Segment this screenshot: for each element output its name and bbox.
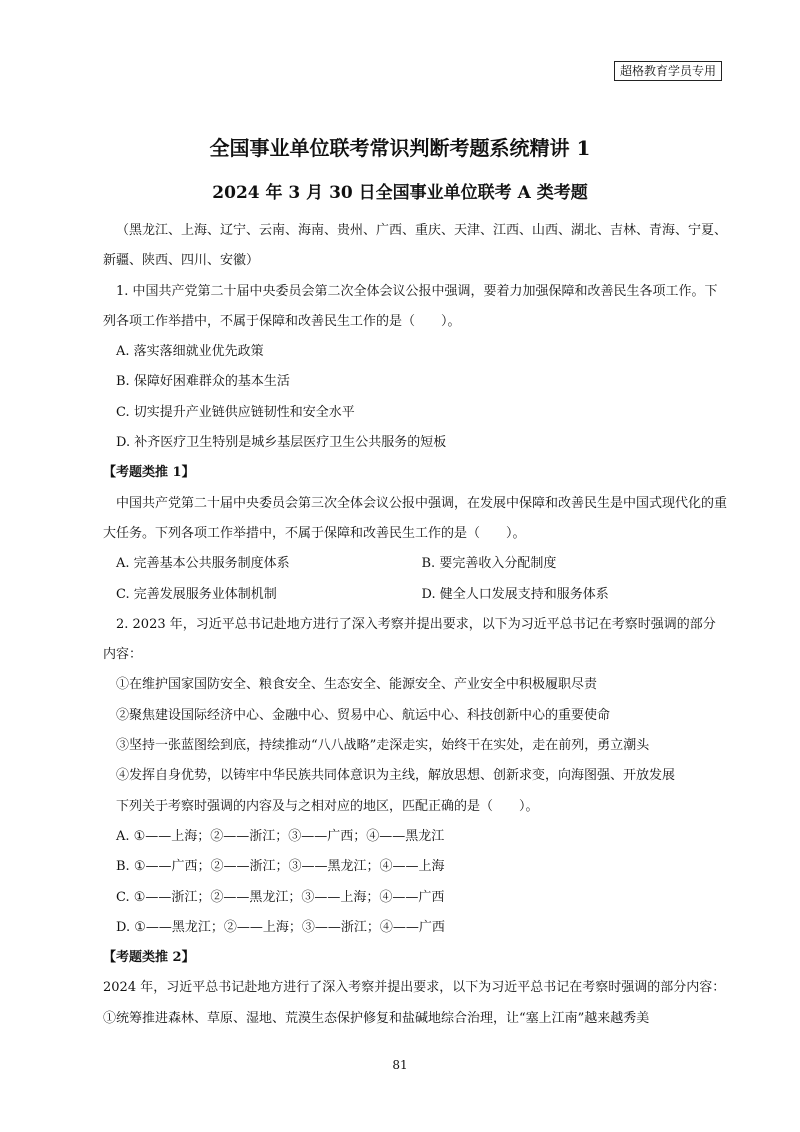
analog-1-tag: 【考题类推 1】 [103, 465, 195, 481]
document-body [103, 216, 727, 1034]
analog-1-options-row-2 [103, 580, 727, 610]
usage-stamp: 超格教育学员专用 [614, 61, 722, 81]
analog-1-option-d: D. 健全人口发展支持和服务体系 [421, 586, 609, 602]
question-2-option-b: B. ①——广西；②——浙江；③——黑龙江；④——上海 [116, 859, 445, 875]
analog-2-item-1: ①统筹推进森林、草原、湿地、荒漠生态保护修复和盐碱地综合治理，让“塞上江南”越来越秀美 [103, 1010, 650, 1026]
analog-1-option-c: C. 完善发展服务业体制机制 [116, 586, 277, 602]
question-2-item-2: ②聚焦建设国际经济中心、金融中心、贸易中心、航运中心、科技创新中心的重要使命 [116, 707, 611, 723]
regions-note: （黑龙江、上海、辽宁、云南、海南、贵州、广西、重庆、天津、江西、山西、湖北、吉林、青海、宁夏、新疆、陕西、四川、安徽） [103, 223, 728, 269]
question-2-stem: 2. 2023 年，习近平总书记赴地方进行了深入考察并提出要求，以下为习近平总书记在考察时强调的部分内容： [103, 616, 716, 663]
question-2-option-d: D. ①——黑龙江；②——上海；③——浙江；④——广西 [116, 919, 445, 935]
analog-1-option-b: B. 要完善收入分配制度 [421, 556, 557, 572]
question-1-option-d: D. 补齐医疗卫生特别是城乡基层医疗卫生公共服务的短板 [116, 435, 447, 451]
page-title: 全国事业单位联考常识判断考题系统精讲 1 [209, 136, 591, 160]
question-2-item-3: ③坚持一张蓝图绘到底，持续推动“八八战略”走深走实，始终干在实处，走在前列，勇立潮头 [116, 738, 650, 754]
analog-2-tag: 【考题类推 2】 [103, 950, 195, 966]
question-2-item-4: ④发挥自身优势，以铸牢中华民族共同体意识为主线，解放思想、创新求变，向海图强、开放发展 [116, 768, 676, 784]
page-number: 81 [392, 1058, 408, 1072]
analog-1-option-a: A. 完善基本公共服务制度体系 [116, 556, 290, 572]
page-subtitle: 2024 年 3 月 30 日全国事业单位联考 A 类考题 [212, 183, 588, 203]
analog-1-options-row-1 [103, 549, 727, 579]
question-1-option-b: B. 保障好困难群众的基本生活 [116, 374, 290, 390]
question-2-option-c: C. ①——浙江；②——黑龙江；③——上海；④——广西 [116, 889, 445, 905]
question-2-option-a: A. ①——上海；②——浙江；③——广西；④——黑龙江 [116, 828, 445, 844]
question-1-stem: 1. 中国共产党第二十届中央委员会第二次全体会议公报中强调，要着力加强保障和改善民生各项工作。下列各项工作举措中，不属于保障和改善民生工作的是（ ）。 [103, 283, 718, 329]
analog-2-stem: 2024 年，习近平总书记赴地方进行了深入考察并提出要求，以下为习近平总书记在考察时强调的部分内容： [103, 980, 726, 996]
question-1-option-a: A. 落实落细就业优先政策 [116, 344, 264, 360]
analog-1-stem: 中国共产党第二十届中央委员会第三次全体会议公报中强调，在发展中保障和改善民生是中国式现代化的重大任务。下列各项工作举措中，不属于保障和改善民生工作的是（ ）。 [103, 495, 728, 541]
question-2-question: 下列关于考察时强调的内容及与之相对应的地区，匹配正确的是（ ）。 [116, 798, 539, 814]
question-1-option-c: C. 切实提升产业链供应链韧性和安全水平 [116, 404, 355, 420]
question-2-item-1: ①在维护国家国防安全、粮食安全、生态安全、能源安全、产业安全中积极履职尽责 [116, 677, 598, 693]
